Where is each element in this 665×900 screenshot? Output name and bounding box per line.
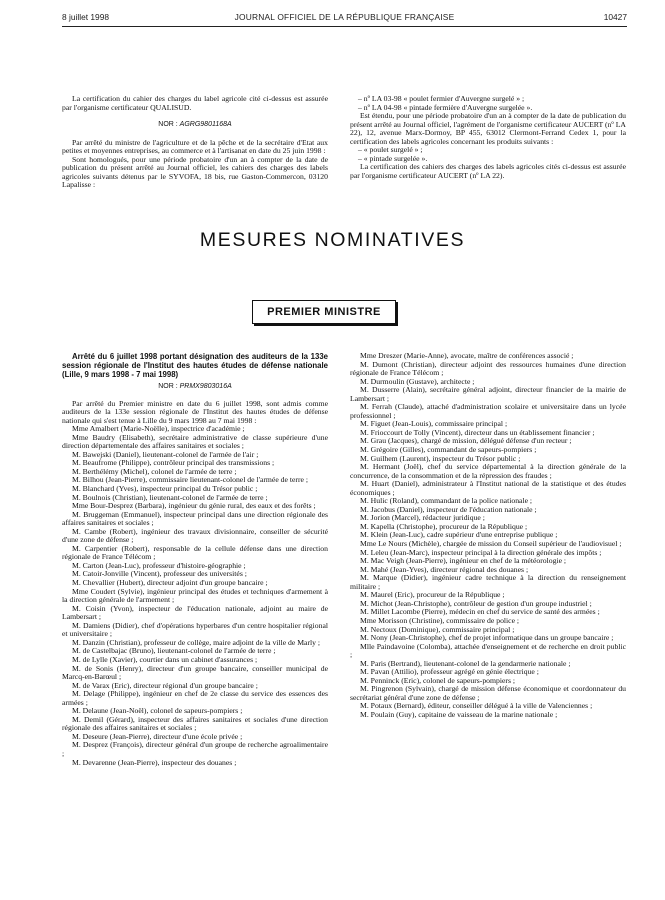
top-right-column [350, 95, 626, 180]
list-item: M. Pingrenon (Sylvain), chargé de mission défense économique et coordonnateur du secrétariat général d'une zone de défense ; [350, 684, 626, 702]
list-item: Mlle Paindavoine (Colomba), attachée d'enseignement et de recherche en droit public ; [350, 641, 626, 660]
list-item: M. Bilhou (Jean-Pierre), commissaire lieutenant-colonel de l'armée de terre ; [72, 475, 308, 485]
list-item: M. Pavan (Attilio), professeur agrégé en génie électrique ; [360, 667, 539, 677]
paragraph: La certification des cahiers des charges des labels agricoles cités ci-dessus est assurée par l'organisme certificateur AUCERT (nº LA 22). [350, 162, 626, 180]
paragraph: Par arrêté du ministre de l'agriculture et de la pêche et de la secrétaire d'Etat aux petites et moyennes entreprises, au commerce et à l'artisanat en date du 25 juin 1998 : [62, 137, 328, 156]
section-title: MESURES NOMINATIVES [199, 229, 466, 251]
nor-reference [62, 382, 328, 392]
list-item: M. Guilhem (Laurent), inspecteur du Trésor public ; [360, 453, 521, 463]
list-item: M. Carton (Jean-Luc), professeur d'histoire-géographie ; [72, 560, 246, 570]
list-item: M. Catoir-Jonville (Vincent), professeur des universités ; [72, 569, 247, 579]
page-header [62, 12, 627, 26]
list-item: M. Mahé (Jean-Yves), directeur régional des douanes ; [360, 564, 529, 574]
list-item: M. Penninck (Eric), colonel de sapeurs-pompiers ; [360, 675, 515, 685]
list-item: Mme Baudry (Elisabeth), secrétaire administrative de classe supérieure d'une direction départementale des affaires sanitaires et sociales ; [62, 432, 328, 451]
list-item: M. Desprez (François), directeur général d'un groupe de recherche agroalimentaire ; [62, 740, 328, 758]
list-item: Mme Morisson (Christine), commissaire de police ; [360, 615, 520, 625]
list-item: M. Beaufrome (Philippe), contrôleur principal des transmissions ; [72, 458, 275, 468]
nor-reference [62, 120, 328, 130]
list-item: M. Mac Veigh (Jean-Pierre), ingénieur en chef de la météorologie ; [360, 556, 567, 566]
list-item: M. Ferrah (Claude), attaché d'administration scolaire et universitaire dans un lycée professionnel ; [350, 402, 626, 420]
paragraph: Sont homologués, pour une période probatoire d'un an à compter de la date de publication du présent arrêté au Journal officiel, les cahiers des charges des labels agricoles suivants détenus par le SYVOFA, 18 bis, rue Gaston-Commercon, 03120 Lapalisse : [62, 154, 328, 190]
list-item: – « poulet surgelé » ; [358, 145, 423, 155]
list-item: – « pintade surgelée ». [358, 153, 428, 163]
list-item: M. Danzin (Christian), professeur de collège, maire adjoint de la ville de Marly ; [72, 637, 321, 647]
list-item: M. Frioccourt de Tolly (Vincent), directeur dans un établissement financier ; [360, 427, 595, 437]
list-item: M. Berthélémy (Michel), colonel de l'armée de terre ; [72, 466, 237, 476]
list-item: Par arrêté du Premier ministre en date du 6 juillet 1998, sont admis comme auditeurs de la 133e session régionale de l'Institut des hautes études de défense nationale qui s'est tenue à Lille du 9 mars 1998 au 7 mai 1998 : [62, 398, 328, 425]
list-item: M. Marque (Didier), ingénieur cadre technique à la direction du renseignement militaire ; [350, 573, 626, 591]
arrete-title: Arrêté du 6 juillet 1998 portant désignation des auditeurs de la 133e session régionale de l'Institut des hautes études de défense nationale (Lille, 9 mars 1998 - 7 mai 1998) [62, 352, 328, 379]
bottom-left-column [62, 352, 328, 767]
paragraph: Est étendu, pour une période probatoire d'un an à compter de la date de publication du présent arrêté au Journal officiel, l'agrément de l'organisme certificateur AUCERT (nº LA 22), 12, avenue Marx-Dormoy, BP 455, 63012 Clermont-Ferrand Cedex 1, pour la certification des labels agricoles concernant les produits suivants : [350, 111, 626, 146]
list-item: M. Michot (Jean-Christophe), contrôleur de gestion d'un groupe industriel ; [360, 598, 592, 608]
list-item: M. Coisin (Yvon), inspecteur de l'éducation nationale, adjoint au maire de Lambersart ; [62, 603, 328, 622]
list-item: M. Dumont (Christian), directeur adjoint des ressources humaines d'une direction régionale de France Télécom ; [350, 359, 626, 378]
list-item: M. Klein (Jean-Luc), cadre supérieur d'une entreprise publique ; [360, 530, 558, 540]
list-item: M. Hermant (Joël), chef du service départemental à la direction générale de la concurrence, de la consommation et de la répression des fraudes ; [350, 462, 626, 480]
list-item: – nº LA 04-98 « pintade fermière d'Auvergne surgelée ». [358, 102, 533, 112]
list-item: M. Dusserre (Alain), secrétaire général adjoint, directeur financier de la mairie de Lambersart ; [350, 385, 626, 403]
list-item: M. Grau (Jacques), chargé de mission, délégué défense d'un recteur ; [360, 436, 572, 446]
list-item: M. Boulnois (Christian), lieutenant-colonel de l'armée de terre ; [72, 492, 268, 502]
header-rule [62, 26, 627, 27]
header-journal-title: JOURNAL OFFICIEL DE LA RÉPUBLIQUE FRANÇAISE [234, 12, 455, 22]
list-item: M. Bruggeman (Emmanuel), inspecteur principal dans une direction régionale des affaires sanitaires et sociales ; [62, 509, 328, 528]
list-item: M. Millet Lacombe (Pierre), médecin en chef du service de santé des armées ; [360, 607, 600, 617]
list-item: Mme Coudert (Sylvie), ingénieur principal des études et techniques d'armement à la direction générale de l'armement ; [62, 586, 328, 605]
list-item: M. Huart (Daniel), administrateur à l'Institut national de la statistique et des études économiques ; [350, 479, 626, 497]
list-item: M. Devarenne (Jean-Pierre), inspecteur des douanes ; [72, 757, 237, 767]
list-item: M. Jorion (Marcel), rédacteur juridique ; [360, 513, 485, 523]
top-left-column [62, 95, 328, 190]
list-item: M. de Castelbajac (Bruno), lieutenant-colonel de l'armée de terre ; [72, 646, 276, 656]
list-item: M. Maurel (Eric), procureur de la République ; [360, 590, 505, 600]
auditor-list-right [350, 352, 626, 720]
list-item: M. Leleu (Jean-Marc), inspecteur principal à la direction générale des impôts ; [360, 547, 602, 557]
list-item: M. Blanchard (Yves), inspecteur principal du Trésor public ; [72, 484, 258, 494]
list-item: M. Nectoux (Dominique), commissaire principal ; [360, 624, 515, 634]
list-item: M. Hulic (Roland), commandant de la police nationale ; [360, 496, 533, 506]
ministry-box: PREMIER MINISTRE [252, 300, 396, 324]
paragraph: La certification du cahier des charges du label agricole cité ci-dessus est assurée par l'organisme certificateur QUALISUD. [62, 94, 328, 112]
list-item: M. Cambe (Robert), ingénieur des travaux divisionnaire, conseiller de sécurité d'une zone de défense ; [62, 526, 328, 545]
nor-code: AGRG9801168A [179, 121, 232, 129]
list-item: M. Deseure (Jean-Pierre), directeur d'une école privée ; [72, 731, 243, 741]
list-item: M. Paris (Bertrand), lieutenant-colonel de la gendarmerie nationale ; [360, 658, 571, 668]
list-item: M. Bawejski (Daniel), lieutenant-colonel de l'armée de l'air ; [72, 449, 259, 459]
list-item: M. Durmoulin (Gustave), architecte ; [360, 376, 475, 386]
list-item: M. Chevallier (Hubert), directeur adjoint d'un groupe bancaire ; [72, 578, 268, 588]
list-item: M. de Lylle (Xavier), courtier dans un cabinet d'assurances ; [72, 654, 258, 664]
list-item: M. Kapella (Christophe), procureur de la République ; [360, 521, 528, 531]
nor-code: PRMX9803016A [179, 383, 232, 390]
auditor-list-left [62, 400, 328, 768]
list-item: M. Grégoire (Gilles), commandant de sapeurs-pompiers ; [360, 445, 537, 455]
list-item: M. Poulain (Guy), capitaine de vaisseau de la marine nationale ; [360, 709, 558, 719]
list-item: M. Damiens (Didier), chef d'opérations hyperbares d'un centre hospitalier régional et universitaire ; [62, 620, 328, 639]
list-item: – nº LA 03-98 « poulet fermier d'Auvergne surgelé » ; [358, 94, 525, 103]
bottom-right-column [350, 352, 626, 720]
list-item: M. Demil (Gérard), inspecteur des affaires sanitaires et sociales d'une direction régionale des affaires sanitaires et sociales ; [62, 714, 328, 733]
list-item: M. de Varax (Eric), directeur régional d'un groupe bancaire ; [72, 680, 258, 690]
list-item: M. Carpentier (Robert), responsable de la cellule défense dans une direction régionale de France Télécom ; [62, 543, 328, 562]
nor-label: NOR : [158, 383, 178, 390]
list-item: M. Delaune (Jean-Noël), colonel de sapeurs-pompiers ; [72, 706, 243, 716]
list-item: M. Potaux (Bernard), éditeur, conseiller délégué à la ville de Valenciennes ; [360, 701, 593, 711]
list-item: Mme Dreszer (Marie-Anne), avocate, maître de conférences associé ; [360, 351, 574, 360]
list-item: Mme Le Nours (Michèle), chargée de mission du Conseil supérieur de l'audiovisuel ; [360, 539, 622, 549]
list-item: M. de Sonis (Henry), directeur d'un groupe bancaire, conseiller municipal de Marcq-en-Barœul ; [62, 663, 328, 682]
list-item: M. Delage (Philippe), ingénieur en chef de 2e classe du service des essences des armées ; [62, 689, 328, 707]
list-item: M. Nony (Jean-Christophe), chef de projet informatique dans un groupe bancaire ; [360, 633, 614, 643]
list-item: Mme Bour-Desprez (Barbara), ingénieur du génie rural, des eaux et des forêts ; [72, 501, 316, 511]
list-item: Mme Amalbert (Marie-Noëlle), inspectrice d'académie ; [72, 424, 245, 434]
header-page-number: 10427 [603, 12, 627, 22]
header-date: 8 juillet 1998 [62, 12, 110, 22]
nor-label: NOR : [158, 121, 178, 129]
list-item: M. Jacobus (Daniel), inspecteur de l'éducation nationale ; [360, 504, 537, 514]
list-item: M. Figuet (Jean-Louis), commissaire principal ; [360, 419, 508, 429]
